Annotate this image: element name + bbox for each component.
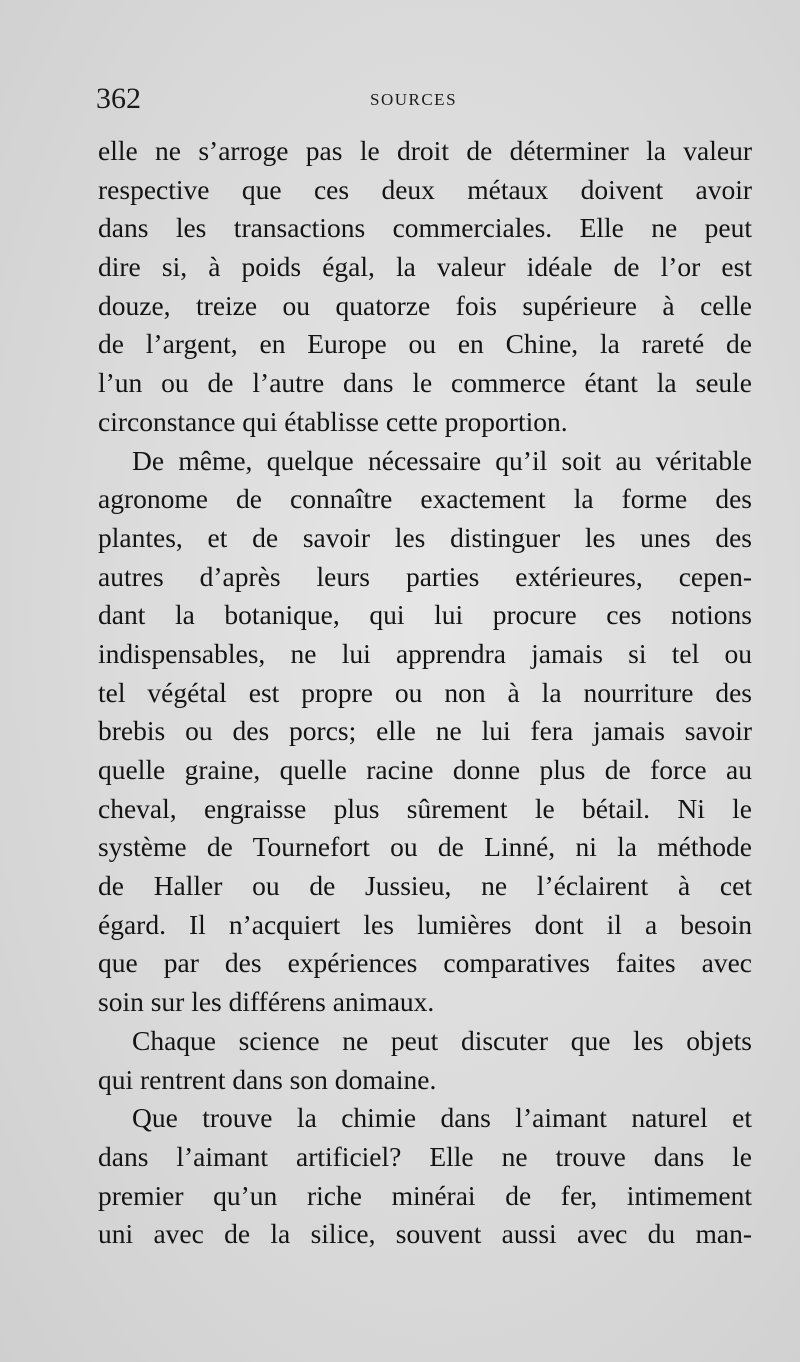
text-line: quelle graine, quelle racine donne plus de force au: [98, 754, 752, 785]
text-line: premier qu’un riche minérai de fer, intimement: [98, 1179, 752, 1211]
paragraph: [98, 1099, 752, 1254]
text-line: tel végétal est propre ou non à la nourriture des: [98, 676, 752, 708]
running-head: SOURCES: [370, 90, 458, 109]
text-line: l’un ou de l’autre dans le commerce étant la seule: [98, 367, 752, 399]
text-line: indispensables, ne lui apprendra jamais si tel ou: [98, 637, 752, 669]
text-line: dire si, à poids égal, la valeur idéale de l’or est: [98, 251, 752, 283]
page-header: [96, 82, 756, 122]
page-number: 362: [96, 82, 141, 115]
text-line: respective que ces deux métaux doivent avoir: [98, 173, 752, 205]
text-line: soin sur les différens animaux.: [98, 986, 435, 1018]
text-line: système de Tournefort ou de Linné, ni la méthode: [98, 831, 752, 863]
text-line: brebis ou des porcs; elle ne lui fera jamais savoir: [98, 715, 752, 747]
paragraph: [98, 132, 752, 442]
text-line: De même, quelque nécessaire qu’il soit au véritable: [132, 444, 752, 476]
text-line: qui rentrent dans son domaine.: [98, 1063, 437, 1095]
paragraph: [98, 1022, 752, 1099]
text-line: uni avec de la silice, souvent aussi avec du man-: [98, 1218, 752, 1250]
text-line: agronome de connaître exactement la forme des: [98, 483, 752, 515]
text-line: que par des expériences comparatives faites avec: [98, 947, 752, 979]
text-line: cheval, engraisse plus sûrement le bétail. Ni le: [98, 792, 752, 824]
text-line: égard. Il n’acquiert les lumières dont il a besoin: [98, 908, 752, 940]
body-text: [98, 132, 752, 1254]
text-line: dans l’aimant artificiel? Elle ne trouve dans le: [98, 1140, 752, 1172]
text-line: plantes, et de savoir les distinguer les unes des: [98, 521, 752, 553]
text-line: elle ne s’arroge pas le droit de déterminer la valeur: [98, 135, 752, 166]
text-line: autres d’après leurs parties extérieures, cepen-: [98, 560, 752, 592]
text-line: Chaque science ne peut discuter que les objets: [132, 1024, 752, 1056]
text-line: dans les transactions commerciales. Elle ne peut: [98, 212, 752, 244]
paragraph: [98, 442, 752, 1022]
text-line: de Haller ou de Jussieu, ne l’éclairent à cet: [98, 870, 752, 902]
text-line: de l’argent, en Europe ou en Chine, la rareté de: [98, 328, 752, 360]
text-line: circonstance qui établisse cette proportion.: [98, 405, 568, 437]
text-line: Que trouve la chimie dans l’aimant naturel et: [132, 1102, 752, 1134]
text-line: douze, treize ou quatorze fois supérieure à celle: [98, 289, 752, 321]
text-line: dant la botanique, qui lui procure ces notions: [98, 599, 752, 631]
